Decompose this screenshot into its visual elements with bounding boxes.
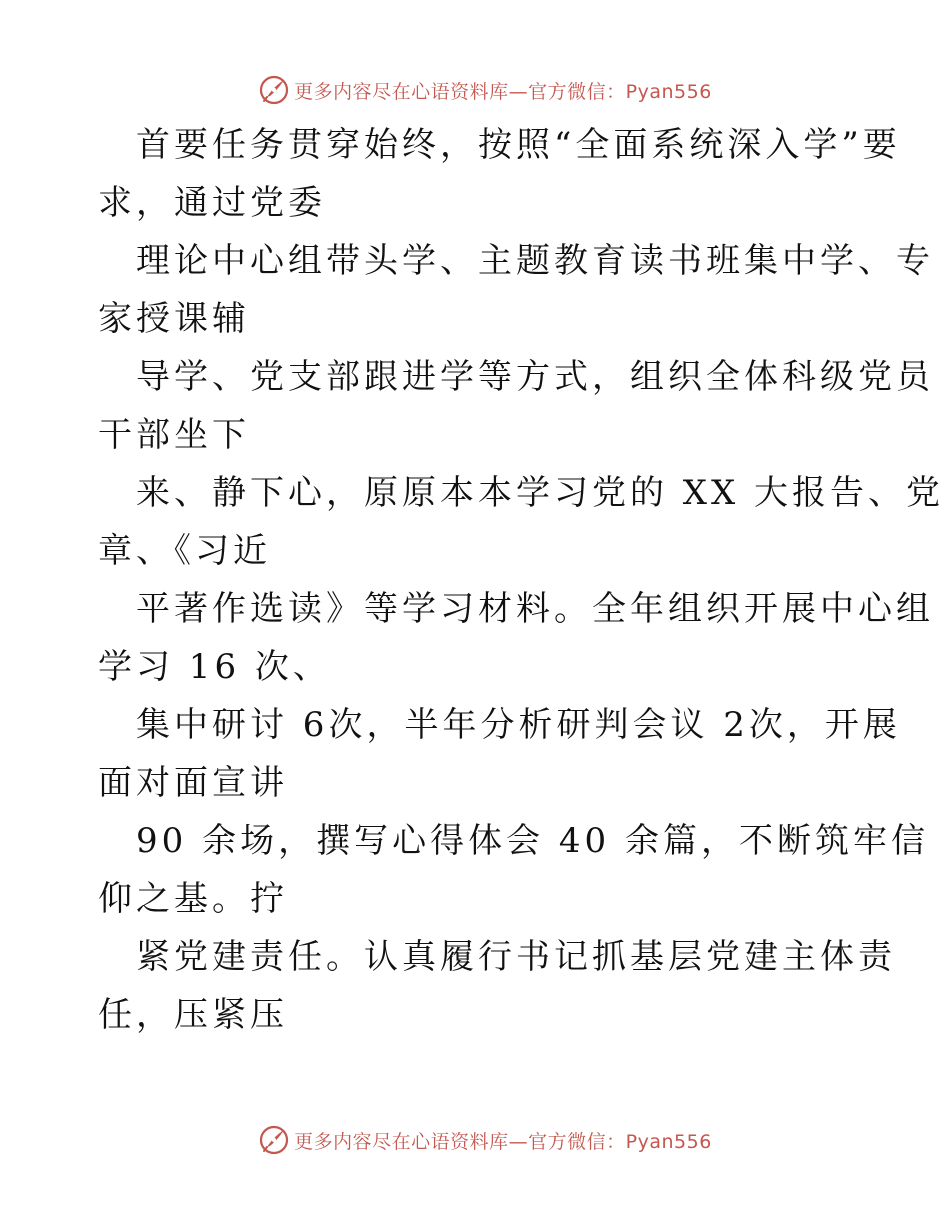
footer-watermark [0,1122,950,1158]
paragraph [98,116,901,232]
quill-logo-icon [258,74,290,106]
watermark-text: 更多内容尽在心语资料库—官方微信：Pyan556 [294,1130,712,1153]
paragraph [98,348,934,464]
body-text [98,116,945,1044]
paragraph [98,812,929,928]
paragraph-line: 首要任务贯穿始终，按照“全面系统深入学”要 [136,125,901,165]
paragraph-line: 来、静下心，原原本本学习党的 XX 大报告、党 [136,473,945,513]
paragraph-line: 面对面宣讲 [98,763,288,803]
watermark-text: 更多内容尽在心语资料库—官方微信：Pyan556 [294,80,712,103]
paragraph-line: 集中研讨 6次，半年分析研判会议 2次，开展 [136,705,901,745]
paragraph-line: 仰之基。拧 [98,879,288,919]
quill-logo-icon [258,1124,290,1156]
paragraph-line: 求，通过党委 [98,183,326,223]
paragraph [98,232,934,348]
paragraph [98,696,901,812]
paragraph-line: 理论中心组带头学、主题教育读书班集中学、专 [136,241,934,281]
paragraph-line: 紧党建责任。认真履行书记抓基层党建主体责 [136,937,896,977]
paragraph [98,928,896,1044]
paragraph-line: 任，压紧压 [98,995,288,1035]
paragraph-line: 导学、党支部跟进学等方式，组织全体科级党员 [136,357,934,397]
paragraph-line: 平著作选读》等学习材料。全年组织开展中心组 [136,589,934,629]
paragraph-line: 学习 16 次、 [98,647,331,687]
paragraph-line: 章、《习近 [98,531,271,571]
header-watermark [0,72,950,108]
paragraph-line: 90 余场，撰写心得体会 40 余篇，不断筑牢信 [136,821,929,861]
paragraph [98,464,945,580]
paragraph-line: 家授课辅 [98,299,250,339]
paragraph-line: 干部坐下 [98,415,250,455]
paragraph [98,580,934,696]
